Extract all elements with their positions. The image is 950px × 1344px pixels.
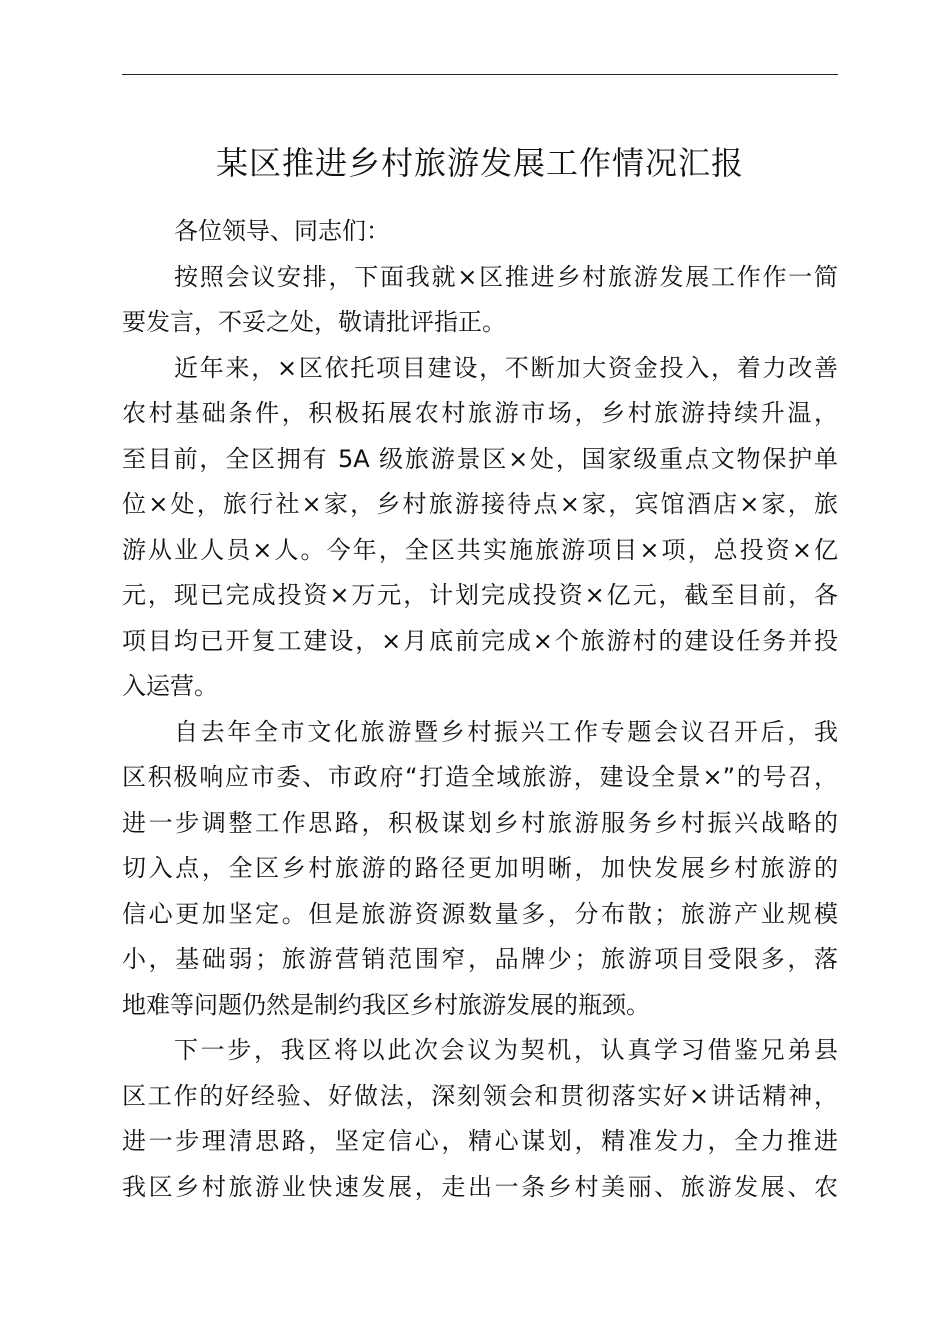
text-line: 要发言，不妥之处，敬请批评指正。 (122, 308, 506, 336)
text-line: 信心更加坚定。但是旅游资源数量多，分布散；旅游产业规模 (122, 899, 838, 928)
text-line: 小，基础弱；旅游营销范围窄，品牌少；旅游项目受限多，落 (122, 945, 838, 973)
text-line: 按照会议安排，下面我就×区推进乡村旅游发展工作作一简 (174, 262, 838, 291)
header-rule (122, 74, 838, 75)
text-line: 元，现已完成投资×万元，计划完成投资×亿元，截至目前，各 (122, 581, 838, 609)
text-line: 进一步理清思路，坚定信心，精心谋划，精准发力，全力推进 (122, 1127, 838, 1155)
text-line: 自去年全市文化旅游暨乡村振兴工作专题会议召开后，我 (174, 717, 838, 746)
document-title: 某区推进乡村旅游发展工作情况汇报 (215, 144, 744, 182)
text-line: 游从业人员×人。今年，全区共实施旅游项目×项，总投资×亿 (122, 535, 838, 564)
text-line: 地难等问题仍然是制约我区乡村旅游发展的瓶颈。 (122, 990, 650, 1019)
document-body (122, 209, 838, 1210)
text-line: 至目前，全区拥有 5A 级旅游景区×处，国家级重点文物保护单 (122, 444, 838, 473)
text-line: 下一步，我区将以此次会议为契机，认真学习借鉴兄弟县 (174, 1036, 838, 1064)
text-line: 入运营。 (122, 672, 218, 700)
text-line: 各位领导、同志们： (174, 217, 390, 245)
text-line: 切入点，全区乡村旅游的路径更加明晰，加快发展乡村旅游的 (122, 854, 838, 882)
text-line: 近年来，×区依托项目建设，不断加大资金投入，着力改善 (174, 353, 838, 382)
text-line: 区工作的好经验、好做法，深刻领会和贯彻落实好×讲话精神， (122, 1081, 838, 1110)
text-line: 我区乡村旅游业快速发展，走出一条乡村美丽、旅游发展、农 (122, 1172, 838, 1201)
text-line: 位×处，旅行社×家，乡村旅游接待点×家，宾馆酒店×家，旅 (122, 490, 838, 518)
text-line: 农村基础条件，积极拓展农村旅游市场，乡村旅游持续升温， (122, 399, 838, 427)
text-line: 区积极响应市委、市政府“打造全域旅游，建设全景×”的号召， (122, 763, 838, 791)
text-line: 进一步调整工作思路，积极谋划乡村旅游服务乡村振兴战略的 (122, 808, 838, 837)
text-line: 项目均已开复工建设，×月底前完成×个旅游村的建设任务并投 (122, 626, 838, 655)
